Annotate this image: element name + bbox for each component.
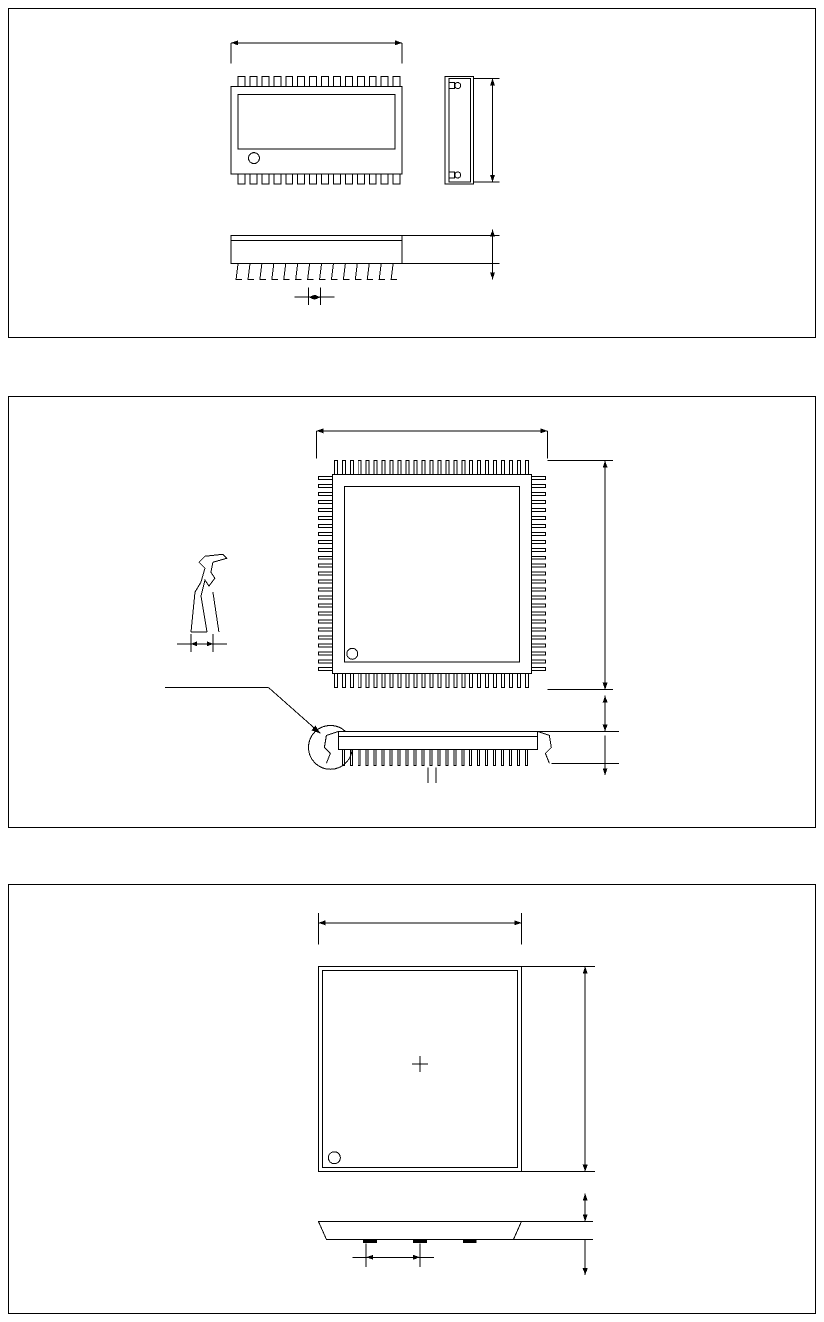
qfp-leads-top: [334, 461, 528, 475]
qfp-side-lead-pitch-mark: [428, 767, 436, 783]
soic-top-leads-upper: [238, 77, 400, 87]
qfp-leads-right: [531, 477, 545, 671]
qfp-side-view: [324, 731, 619, 765]
qfp-leads-left: [318, 477, 332, 671]
qfp-side-lead-row: [342, 749, 527, 765]
bga-top-width-dimension: [318, 913, 521, 945]
soic-side-leads: [236, 263, 397, 279]
soic-end-view-height-dimension: [474, 79, 500, 182]
soic-lead-pitch-dimension: [295, 287, 335, 305]
qfp-detail-leader-line: [165, 688, 352, 770]
bga-package-outline: [8, 884, 816, 1314]
qfp-lead-detail: [191, 554, 227, 632]
bga-top-height-dimension: [521, 967, 595, 1172]
soic-top-leads-lower: [238, 174, 400, 184]
soic-package-outline: [8, 8, 816, 338]
soic-side-view: [231, 236, 499, 280]
soic-body-top-inner: [238, 94, 395, 149]
qfp-package-outline: [8, 396, 816, 828]
qfp-lead-detail-width-dimension: [177, 634, 227, 652]
qfp-top-height-dimension: [547, 461, 613, 690]
bga-side-thickness-dimension: [583, 1194, 588, 1276]
bga-ball-pitch-dimension: [352, 1243, 434, 1267]
qfp-top-width-dimension: [316, 428, 547, 458]
qfp-leads-bottom: [334, 674, 528, 688]
soic-side-thickness-dimension: [490, 230, 495, 280]
qfp-body-top-inner: [344, 487, 519, 662]
soic-end-view: [445, 77, 474, 184]
bga-side-view: [318, 1221, 593, 1241]
soic-top-width-dimension: [231, 40, 402, 63]
